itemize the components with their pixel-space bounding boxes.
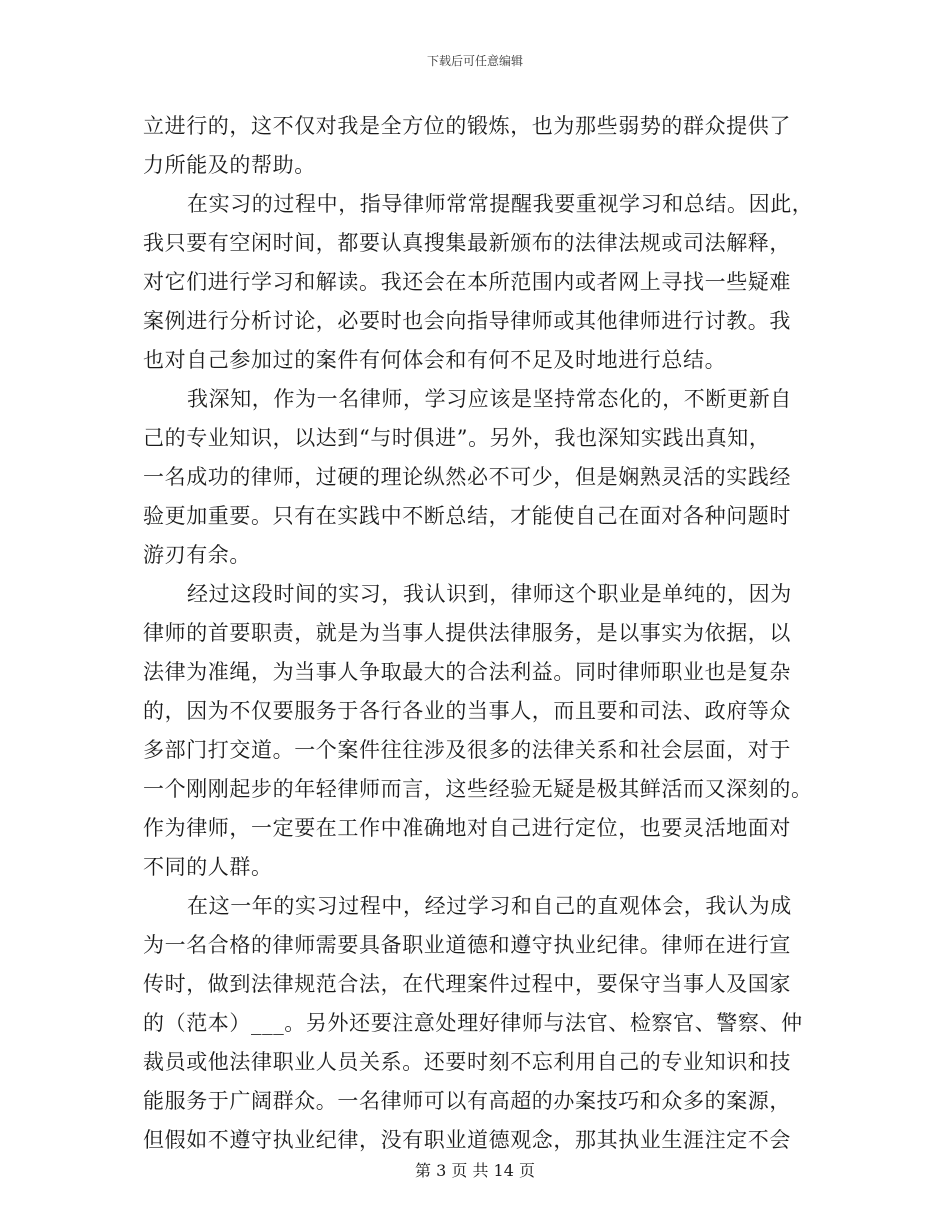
text-line: 也对自己参加过的案件有何体会和有何不足及时地进行总结。 [143, 348, 727, 372]
text-line: 游刃有余。 [143, 543, 251, 567]
text-line: 的（范本）___。另外还要注意处理好律师与法官、检察官、警察、仲 [143, 1011, 803, 1035]
text-line: 立进行的，这不仅对我是全方位的锻炼，也为那些弱势的群众提供了 [143, 114, 791, 138]
document-body [143, 107, 814, 1160]
text-line: 作为律师，一定要在工作中准确地对自己进行定位，也要灵活地面对 [143, 816, 791, 840]
text-line: 案例进行分析讨论，必要时也会向指导律师或其他律师进行讨教。我 [143, 309, 791, 333]
text-line: 不同的人群。 [143, 855, 273, 879]
page-footer: 第 3 页 共 14 页 [415, 1161, 535, 1180]
text-line: 律师的首要职责，就是为当事人提供法律服务，是以事实为依据，以 [143, 621, 791, 645]
text-line: 法律为准绳，为当事人争取最大的合法利益。同时律师职业也是复杂 [143, 660, 791, 684]
text-line: 的，因为不仅要服务于各行各业的当事人，而且要和司法、政府等众 [143, 699, 791, 723]
text-line: 在这一年的实习过程中，经过学习和自己的直观体会，我认为成 [187, 894, 792, 918]
text-line: 对它们进行学习和解读。我还会在本所范围内或者网上寻找一些疑难 [143, 270, 791, 294]
text-line: 经过这段时间的实习，我认识到，律师这个职业是单纯的，因为 [187, 582, 792, 606]
text-line: 我深知，作为一名律师，学习应该是坚持常态化的，不断更新自 [187, 387, 792, 411]
text-line: 但假如不遵守执业纪律，没有职业道德观念，那其执业生涯注定不会 [143, 1128, 791, 1152]
text-line: 裁员或他法律职业人员关系。还要时刻不忘利用自己的专业知识和技 [143, 1050, 791, 1074]
text-line: 为一名合格的律师需要具备职业道德和遵守执业纪律。律师在进行宣 [143, 933, 791, 957]
text-line: 能服务于广阔群众。一名律师可以有高超的办案技巧和众多的案源， [143, 1089, 791, 1113]
text-line: 一个刚刚起步的年轻律师而言，这些经验无疑是极其鲜活而又深刻的。 [143, 777, 813, 801]
text-line: 传时，做到法律规范合法，在代理案件过程中，要保守当事人及国家 [143, 972, 791, 996]
text-line: 力所能及的帮助。 [143, 153, 316, 177]
text-line: 在实习的过程中，指导律师常常提醒我要重视学习和总结。因此， [187, 192, 814, 216]
text-line: 我只要有空闲时间，都要认真搜集最新颁布的法律法规或司法解释， [143, 231, 791, 255]
page-header: 下载后可任意编辑 [426, 54, 523, 68]
text-line: 己的专业知识，以达到“与时俱进”。另外，我也深知实践出真知， [143, 426, 771, 450]
text-line: 多部门打交道。一个案件往往涉及很多的法律关系和社会层面，对于 [143, 738, 791, 762]
text-line: 一名成功的律师，过硬的理论纵然必不可少，但是娴熟灵活的实践经 [143, 465, 791, 489]
text-line: 验更加重要。只有在实践中不断总结，才能使自己在面对各种问题时 [143, 504, 791, 528]
